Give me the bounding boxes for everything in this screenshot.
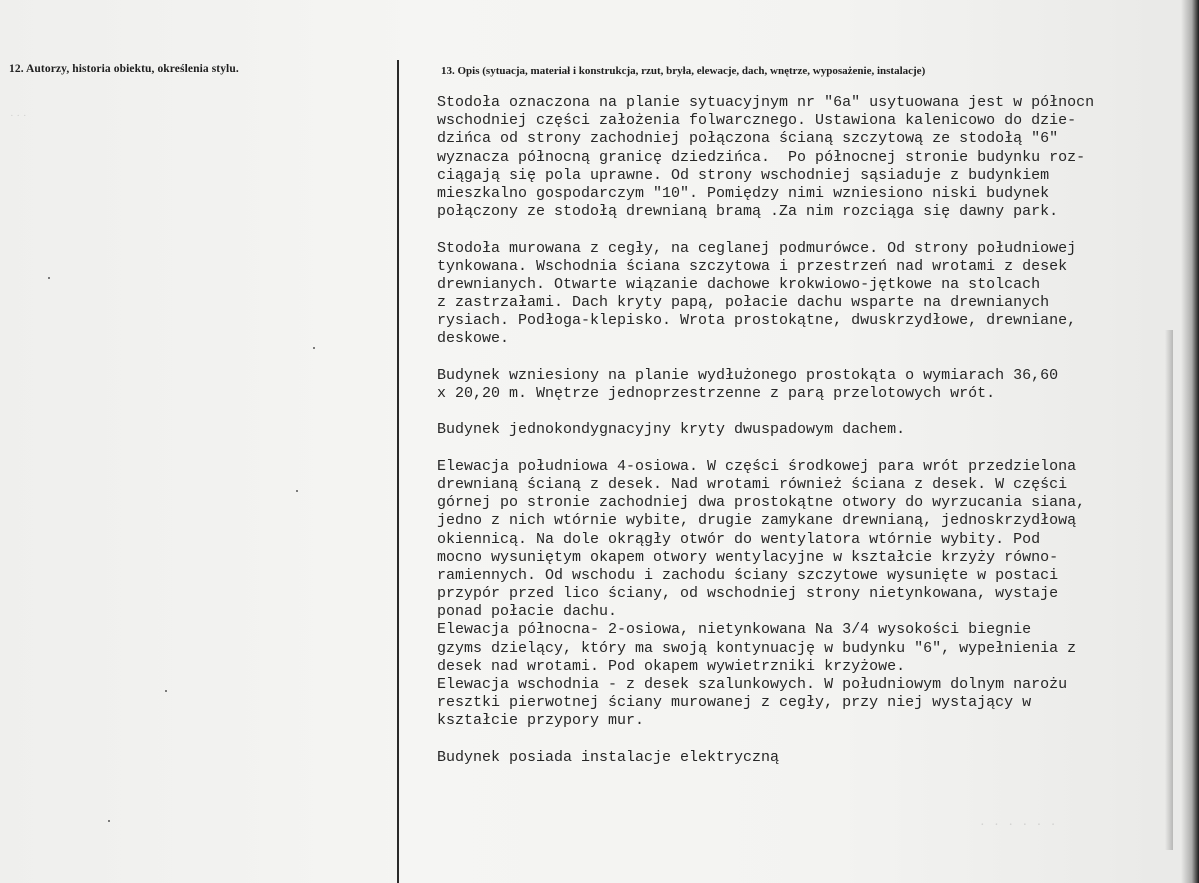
paragraph-gap [437,403,1187,421]
text-line: przypór przed lico ściany, od wschodniej strony nietynkowana, wystaje [437,585,1059,603]
text-line: rysiach. Podłoga-klepisko. Wrota prostokątne, dwuskrzydłowe, drewniane, [437,312,1077,330]
text-line: kształcie przypory mur. [437,712,645,730]
text-line: mocno wysuniętym okapem otwory wentylacyjne w kształcie krzyży równo- [437,548,1059,566]
text-line: jedno z nich wtórnie wybite, drugie zamykane drewnianą, jednoskrzydłową [437,512,1077,530]
text-line: mieszkalno gospodarczym "10". Pomiędzy nimi wzniesiono niski budynek [437,184,1050,202]
paragraph-plan [437,367,1187,403]
paragraph-material [437,240,1187,349]
section-12-header: 12. Autorzy, historia obiektu, określenia stylu. [9,63,239,75]
scan-artifact: · · · [10,110,27,122]
paragraph-form [437,421,1187,439]
scan-artifact: · · · · · · [980,818,1059,833]
text-line: wschodniej części założenia folwarcznego. Ustawiona kalenicowo do dzie- [437,112,1077,130]
text-line: resztki pierwotnej ściany murowanej z cegły, przy niej wystający w [437,694,1032,712]
text-line: ciągają się pola uprawne. Od strony wschodniej sąsiaduje z budynkiem [437,166,1050,184]
text-line: drewnianą ścianą z desek. Nad wrotami również ściana z desek. W części [437,475,1068,493]
text-line: Stodoła oznaczona na planie sytuacyjnym nr "6a" usytuowana jest w północn [437,94,1095,111]
scan-speck [108,820,110,822]
scan-speck [313,347,315,349]
scan-speck [296,490,298,492]
description-body [437,94,1187,767]
text-line: dzińca od strony zachodniej połączona ścianą szczytową ze stodołą "6" [437,130,1059,148]
text-line: okiennicą. Na dole okrągły otwór do wentylatora wtórnie wybity. Pod [437,530,1041,548]
text-line: desek nad wrotami. Pod okapem wywietrzniki krzyżowe. [437,657,906,675]
paragraph-installations [437,749,1187,767]
text-line: drewnianych. Otwarte wiązanie dachowe krokwiowo-jętkowe na stolcach [437,275,1041,293]
text-line: z zastrzałami. Dach kryty papą, połacie dachu wsparte na drewnianych [437,294,1050,312]
text-line: połączony ze stodołą drewnianą bramą .Za nim rozciąga się dawny park. [437,203,1059,221]
scan-speck [48,277,50,279]
text-line: x 20,20 m. Wnętrze jednoprzestrzenne z parą przelotowych wrót. [437,385,996,402]
text-line: Budynek posiada instalacje elektryczną [437,748,780,766]
paragraph-gap [437,349,1187,367]
text-line: ramiennych. Od wschodu i zachodu ściany szczytowe wysunięte w postaci [437,566,1059,584]
text-line: deskowe. [437,330,510,348]
section-13-header: 13. Opis (sytuacja, materiał i konstrukcja, rzut, bryła, elewacje, dach, wnętrze, wyposażenie, instalacje) [441,65,926,77]
paragraph-gap [437,440,1187,458]
text-line: Elewacja północna- 2-osiowa, nietynkowana Na 3/4 wysokości biegnie [437,621,1032,639]
paragraph-elevations [437,458,1187,731]
text-line: Elewacja południowa 4-osiowa. W części środkowej para wrót przedzielona [437,457,1077,475]
text-line: ponad połacie dachu. [437,603,618,621]
paragraph-gap [437,731,1187,749]
text-line: Elewacja wschodnia - z desek szalunkowych. W południowym dolnym narożu [437,676,1068,693]
text-line: tynkowana. Wschodnia ściana szczytowa i przestrzeń nad wrotami z desek [437,257,1068,275]
paragraph-gap [437,221,1187,239]
paragraph-location [437,94,1187,221]
text-line: Budynek jednokondygnacyjny kryty dwuspadowym dachem. [437,421,906,439]
text-line: wyznacza północną granicę dziedzińca. Po północnej stronie budynku roz- [437,148,1086,166]
text-line: górnej po stronie zachodniej dwa prostokątne otwory do wyrzucania siana, [437,494,1086,512]
text-line: Stodoła murowana z cegły, na ceglanej podmurówce. Od strony południowej [437,239,1077,257]
column-divider [397,60,399,883]
scan-speck [165,690,167,692]
text-line: gzyms dzielący, który ma swoją kontynuację w budynku "6", wypełnienia z [437,639,1077,657]
text-line: Budynek wzniesiony na planie wydłużonego prostokąta o wymiarach 36,60 [437,366,1059,384]
